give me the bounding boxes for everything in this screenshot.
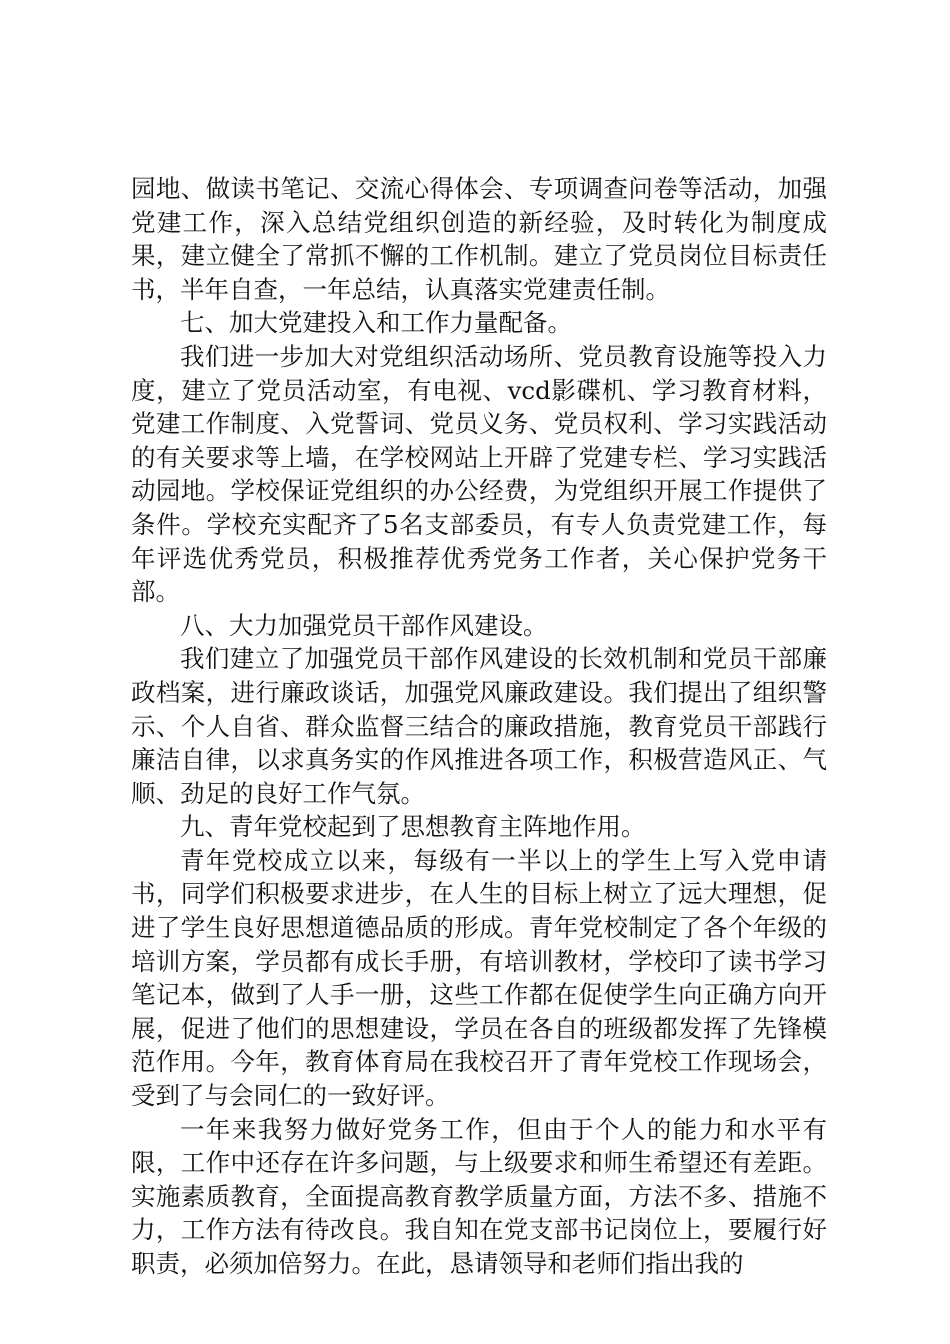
- section-heading-eight: 八、大力加强党员干部作风建设。: [180, 610, 548, 640]
- paragraph-continuation: 园地、做读书笔记、交流心得体会、专项调查问卷等活动，加强党建工作，深入总结党组织创造的新经验，及时转化为制度成果，建立健全了常抓不懈的工作机制。建立了党员岗位目标责任书，半年自查，一年总结，认真落实党建责任制。: [131, 174, 827, 304]
- section-heading-seven: 七、加大党建投入和工作力量配备。: [180, 308, 572, 338]
- document-page: [131, 172, 827, 1281]
- section-heading-nine: 九、青年党校起到了思想教育主阵地作用。: [180, 812, 646, 842]
- paragraph-closing: 一年来我努力做好党务工作，但由于个人的能力和水平有限，工作中还存在许多问题，与上级要求和师生希望还有差距。实施素质教育，全面提高教育教学质量方面，方法不多、措施不力，工作方法有待改良。我自知在党支部书记岗位上，要履行好职责，必须加倍努力。在此，恳请领导和老师们指出我的: [131, 1114, 827, 1278]
- paragraph-section-seven: 我们进一步加大对党组织活动场所、党员教育设施等投入力度，建立了党员活动室，有电视、vcd影碟机、学习教育材料，党建工作制度、入党誓词、党员义务、党员权利、学习实践活动的有关要求等上墙，在学校网站上开辟了党建专栏、学习实践活动园地。学校保证党组织的办公经费，为党组织开展工作提供了条件。学校充实配齐了5名支部委员，有专人负责党建工作，每年评选优秀党员，积极推荐优秀党务工作者，关心保护党务干部。: [131, 341, 827, 607]
- paragraph-section-nine: 青年党校成立以来，每级有一半以上的学生上写入党申请书，同学们积极要求进步，在人生的目标上树立了远大理想，促进了学生良好思想道德品质的形成。青年党校制定了各个年级的培训方案，学员都有成长手册，有培训教材，学校印了读书学习笔记本，做到了人手一册，这些工作都在促使学生向正确方向开展，促进了他们的思想建设，学员在各自的班级都发挥了先锋模范作用。今年，教育体育局在我校召开了青年党校工作现场会，受到了与会同仁的一致好评。: [131, 845, 827, 1111]
- paragraph-section-eight: 我们建立了加强党员干部作风建设的长效机制和党员干部廉政档案，进行廉政谈话，加强党风廉政建设。我们提出了组织警示、个人自省、群众监督三结合的廉政措施，教育党员干部践行廉洁自律，以求真务实的作风推进各项工作，积极营造风正、气顺、劲足的良好工作气氛。: [131, 644, 827, 808]
